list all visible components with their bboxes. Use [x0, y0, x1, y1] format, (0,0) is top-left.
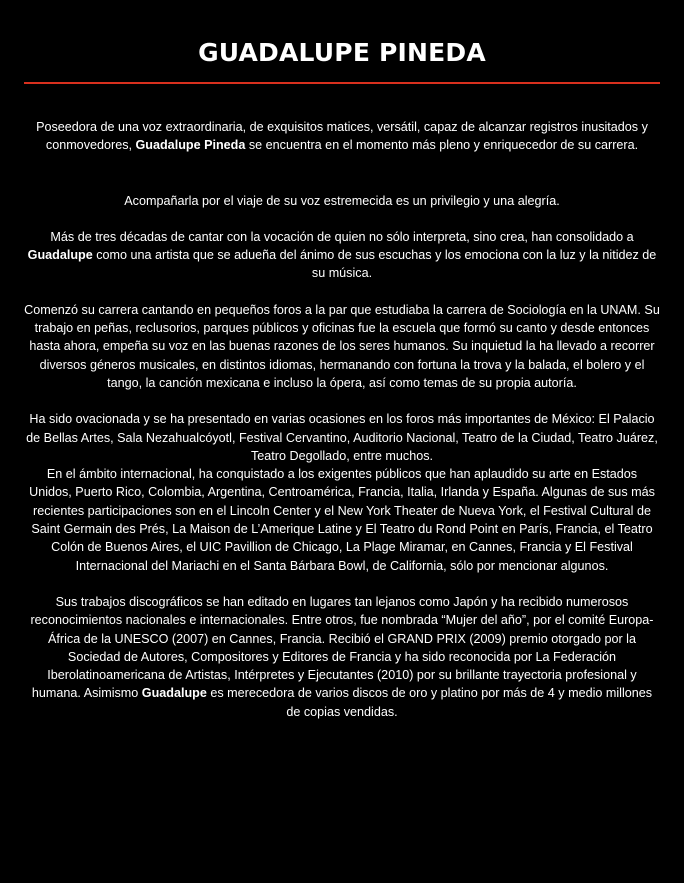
title-divider [24, 82, 660, 84]
text-run: se encuentra en el momento más pleno y enriquecedor de su carrera. [245, 138, 639, 153]
paragraph-beginnings: Comenzó su carrera cantando en pequeños foros a la par que estudiaba la carrera de Sociología en la UNAM. Su trabajo en peñas, reclusorios, parques públicos y oficinas fue la escuela que formó su canto y desde entonces hasta ahora, empeña su voz en las buenas razones de los seres humanos. Su inquietud la ha llevado a recorrer diversos géneros musicales, en distintos idiomas, hermanando con fortuna la trova y la balada, el bolero y el tango, la canción mexicana e incluso la ópera, así como temas de su propia autoría. [24, 302, 660, 390]
paragraph-journey: Acompañarla por el viaje de su voz estremecida es un privilegio y una alegría. [124, 193, 560, 208]
spacer [24, 575, 660, 593]
page-title: GUADALUPE PINEDA [198, 38, 486, 67]
text-run: es merecedora de varios discos de oro y platino por más de 4 y medio millones de copias vendidas. [206, 686, 653, 719]
paragraph-awards [24, 593, 660, 721]
artist-name-bold: Guadalupe [141, 686, 207, 701]
paragraph-intro [24, 118, 660, 155]
text-run: Sus trabajos discográficos se han editado en lugares tan lejanos como Japón y ha recibido numerosos reconocimientos nacionales e internacionales. Entre otros, fue nombrada “Mujer del año”, por el comité Europa-África de la UNESCO (2007) en Cannes, Francia. Recibió el GRAND PRIX (2009) premio otorgado por la Sociedad de Autores, Compositores y Editores de Francia y ha sido reconocida por La Federación Iberolatinoamericana de Artistas, Intérpretes y Ejecutantes (2010) por su brillante trayectoria profesional y humana. Asimismo [30, 594, 654, 701]
artist-name-bold: Guadalupe [27, 248, 93, 263]
artist-name-bold: Guadalupe Pineda [135, 138, 246, 153]
text-run: Poseedora de una voz extraordinaria, de exquisitos matices, versátil, capaz de alcanzar registros inusitados y conmovedores, [36, 120, 648, 153]
paragraph-venues-international: En el ámbito internacional, ha conquistado a los exigentes públicos que han aplaudido su arte en Estados Unidos, Puerto Rico, Colombia, Argentina, Centroamérica, Francia, Italia, Irlanda y España. Algunas de sus más recientes participaciones son en el Lincoln Center y el New York Theater de Nueva York, el Festival Cultural de Saint Germain des Prés, La Maison de L’Amerique Latine y El Teatro du Rond Point en París, Francia, el Teatro Colón de Buenos Aires, el UIC Pavillion de Chicago, La Plage Miramar, en Cannes, Francia y El Festival Internacional del Mariachi en el Santa Bárbara Bowl, de California, sólo por mencionar algunos. [29, 467, 655, 573]
spacer [24, 392, 660, 410]
spacer [24, 155, 660, 192]
text-run: como una artista que se adueña del ánimo de sus escuchas y los emociona con la luz y la nitidez de su música. [92, 248, 657, 281]
spacer [24, 283, 660, 301]
paragraph-venues-mexico: Ha sido ovacionada y se ha presentado en varias ocasiones en los foros más importantes de México: El Palacio de Bellas Artes, Sala Nezahualcóyotl, Festival Cervantino, Auditorio Nacional, Teatro de la Ciudad, Teatro Juárez, Teatro Degollado, entre muchos. [26, 412, 658, 463]
text-run: Más de tres décadas de cantar con la vocación de quien no sólo interpreta, sino crea, han consolidado a [50, 229, 634, 244]
biography-text [24, 118, 660, 721]
paragraph-career [24, 228, 660, 283]
spacer [24, 210, 660, 228]
